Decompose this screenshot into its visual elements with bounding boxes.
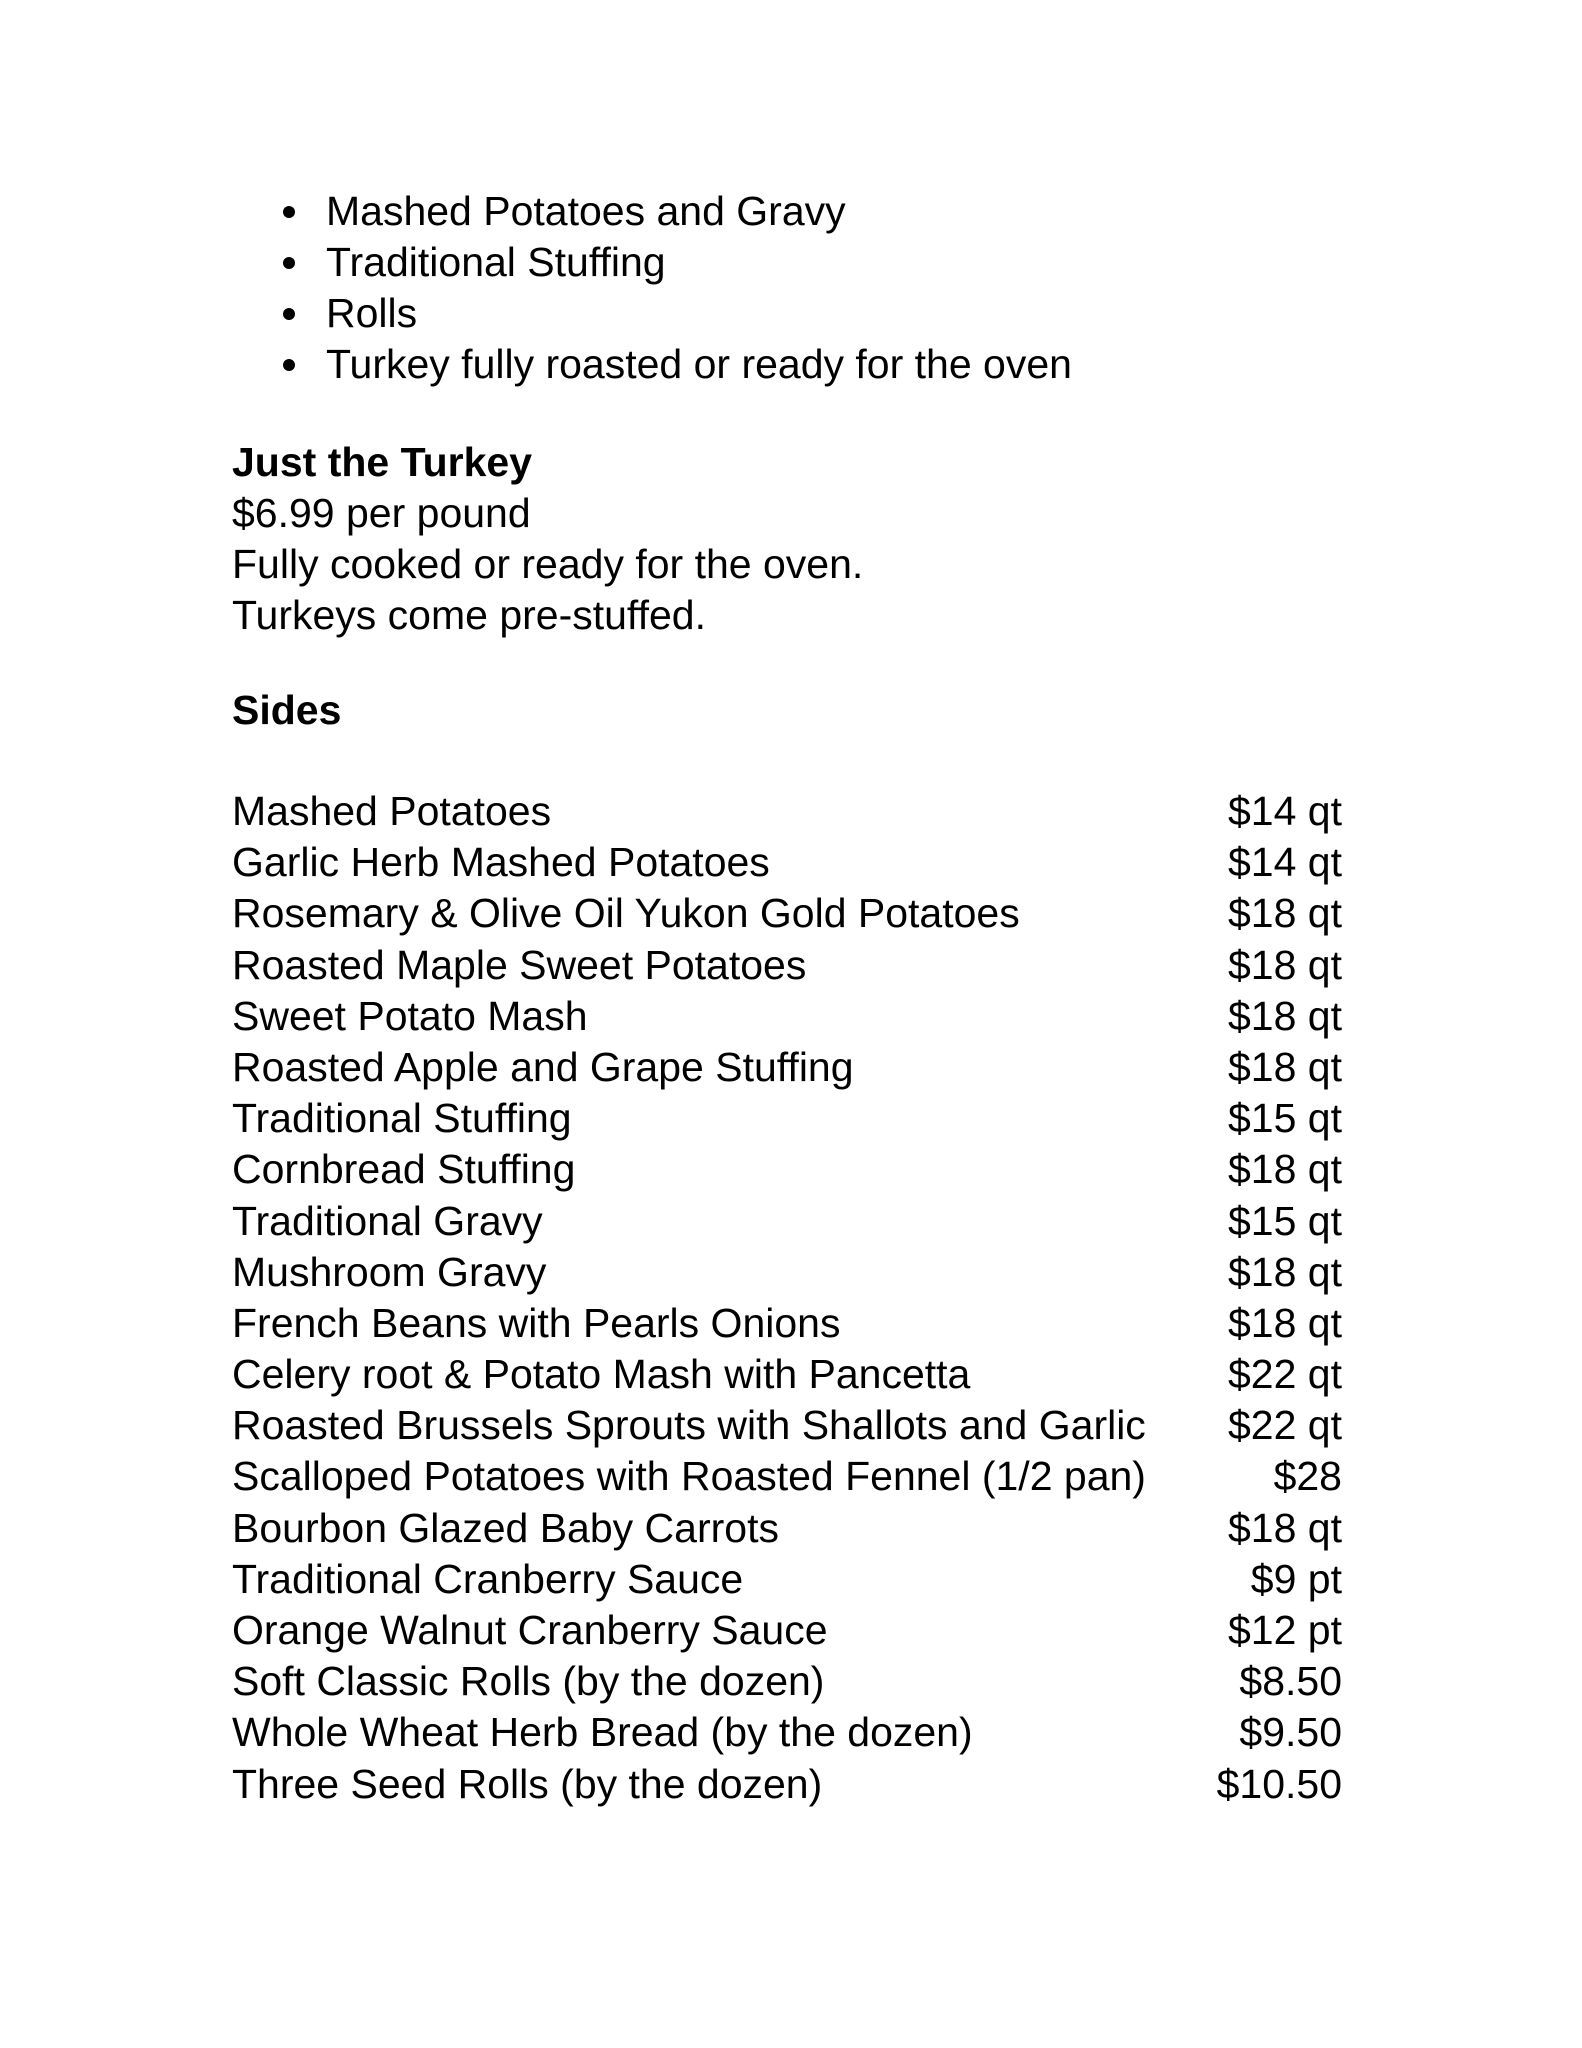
side-item-name: Mushroom Gravy bbox=[232, 1248, 547, 1295]
side-item-price: $18 qt bbox=[1228, 1504, 1342, 1551]
side-item-price: $18 qt bbox=[1228, 1248, 1342, 1295]
side-item-price: $8.50 bbox=[1239, 1658, 1342, 1705]
bullet-dot-icon bbox=[283, 359, 295, 371]
list-item bbox=[279, 186, 1429, 237]
side-item-price: $18 qt bbox=[1228, 1146, 1342, 1193]
turkey-price: $6.99 per pound bbox=[232, 490, 531, 536]
side-item-name: Sweet Potato Mash bbox=[232, 992, 588, 1039]
side-item-row bbox=[232, 1298, 1342, 1349]
side-item-row bbox=[232, 1093, 1342, 1144]
side-item-row bbox=[232, 1042, 1342, 1093]
side-item-row bbox=[232, 1554, 1342, 1605]
turkey-note: Turkeys come pre-stuffed. bbox=[232, 592, 706, 638]
side-item-name: Traditional Cranberry Sauce bbox=[232, 1555, 744, 1602]
side-item-price: $12 pt bbox=[1228, 1607, 1342, 1653]
side-item-name: Bourbon Glazed Baby Carrots bbox=[232, 1504, 779, 1551]
list-item-text: Rolls bbox=[326, 290, 418, 336]
side-item-row bbox=[232, 1196, 1342, 1247]
section-title: Sides bbox=[232, 687, 342, 733]
bullet-dot-icon bbox=[283, 257, 295, 269]
list-item bbox=[279, 339, 1429, 390]
side-item-price: $18 qt bbox=[1228, 890, 1342, 937]
side-item-name: Roasted Maple Sweet Potatoes bbox=[232, 941, 807, 988]
side-item-name: Celery root & Potato Mash with Pancetta bbox=[232, 1351, 971, 1398]
list-item-text: Mashed Potatoes and Gravy bbox=[326, 188, 846, 234]
included-items-list bbox=[279, 186, 1429, 390]
side-item-name: French Beans with Pearls Onions bbox=[232, 1299, 841, 1346]
side-item-row bbox=[232, 1144, 1342, 1195]
side-item-price: $22 qt bbox=[1228, 1351, 1342, 1398]
side-item-price: $15 qt bbox=[1228, 1197, 1342, 1244]
side-item-price: $18 qt bbox=[1228, 1299, 1342, 1346]
side-item-name: Whole Wheat Herb Bread (by the dozen) bbox=[232, 1709, 973, 1756]
side-item-name: Orange Walnut Cranberry Sauce bbox=[232, 1607, 828, 1653]
list-item bbox=[279, 237, 1429, 288]
side-item-row bbox=[232, 837, 1342, 888]
side-item-row bbox=[232, 1247, 1342, 1298]
side-item-name: Rosemary & Olive Oil Yukon Gold Potatoes bbox=[232, 890, 1020, 937]
side-item-name: Roasted Apple and Grape Stuffing bbox=[232, 1043, 854, 1090]
sides-price-list bbox=[232, 786, 1342, 1810]
side-item-name: Roasted Brussels Sprouts with Shallots and Garlic bbox=[232, 1402, 1146, 1449]
side-item-price: $28 bbox=[1273, 1453, 1342, 1500]
side-item-price: $18 qt bbox=[1228, 992, 1342, 1039]
side-item-price: $18 qt bbox=[1228, 1043, 1342, 1090]
side-item-price: $10.50 bbox=[1216, 1760, 1342, 1807]
sides-section-header bbox=[232, 685, 1382, 736]
side-item-name: Cornbread Stuffing bbox=[232, 1146, 576, 1193]
side-item-row bbox=[232, 1605, 1342, 1656]
list-item-text: Traditional Stuffing bbox=[326, 239, 666, 285]
turkey-note: Fully cooked or ready for the oven. bbox=[232, 541, 864, 587]
side-item-row bbox=[232, 1451, 1342, 1502]
side-item-row bbox=[232, 1656, 1342, 1707]
side-item-name: Soft Classic Rolls (by the dozen) bbox=[232, 1658, 825, 1705]
side-item-row bbox=[232, 1759, 1342, 1810]
list-item-text: Turkey fully roasted or ready for the oven bbox=[326, 341, 1072, 387]
side-item-row bbox=[232, 1349, 1342, 1400]
side-item-name: Mashed Potatoes bbox=[232, 788, 552, 834]
side-item-name: Three Seed Rolls (by the dozen) bbox=[232, 1760, 823, 1807]
side-item-row bbox=[232, 991, 1342, 1042]
side-item-row bbox=[232, 940, 1342, 991]
side-item-row bbox=[232, 888, 1342, 939]
side-item-row bbox=[232, 786, 1342, 837]
side-item-price: $18 qt bbox=[1228, 941, 1342, 988]
section-title: Just the Turkey bbox=[232, 439, 532, 485]
side-item-name: Garlic Herb Mashed Potatoes bbox=[232, 839, 770, 886]
side-item-price: $14 qt bbox=[1228, 839, 1342, 886]
side-item-name: Traditional Gravy bbox=[232, 1197, 543, 1244]
bullet-dot-icon bbox=[283, 308, 295, 320]
side-item-name: Traditional Stuffing bbox=[232, 1095, 572, 1142]
bullet-dot-icon bbox=[283, 206, 295, 218]
side-item-price: $22 qt bbox=[1228, 1402, 1342, 1449]
side-item-price: $15 qt bbox=[1228, 1095, 1342, 1142]
side-item-row bbox=[232, 1400, 1342, 1451]
side-item-price: $14 qt bbox=[1228, 788, 1342, 834]
side-item-name: Scalloped Potatoes with Roasted Fennel (1/2 pan) bbox=[232, 1453, 1146, 1500]
side-item-price: $9.50 bbox=[1239, 1709, 1342, 1756]
side-item-row bbox=[232, 1503, 1342, 1554]
list-item bbox=[279, 288, 1429, 339]
just-the-turkey-section bbox=[232, 437, 1382, 641]
side-item-row bbox=[232, 1707, 1342, 1758]
side-item-price: $9 pt bbox=[1250, 1555, 1342, 1602]
